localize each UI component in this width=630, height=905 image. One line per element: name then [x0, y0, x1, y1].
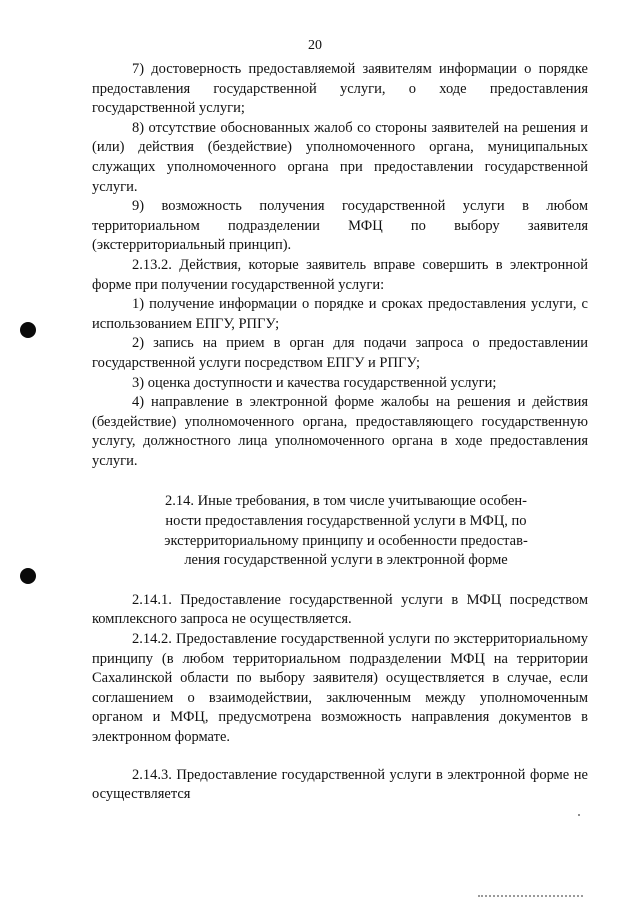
paragraph-action-1: 1) получение информации о порядке и сроках предоставления услуги, с использованием ЕПГУ, РПГУ; — [92, 296, 588, 332]
paragraph-item-7: 7) достоверность предоставляемой заявителям информации о порядке предоставления государственной услуги, о ходе предоставления государственной услуги; — [92, 61, 588, 117]
hole-punch-mark — [20, 322, 36, 338]
scan-edge-marks — [478, 895, 583, 897]
paragraph-2-13-2: 2.13.2. Действия, которые заявитель вправе совершить в электронной форме при получении государственной услуги: — [92, 256, 588, 293]
section-heading-line: экстерриториальному принципу и особенности предостав- — [164, 532, 528, 549]
paragraph-2-14-2: 2.14.2. Предоставление государственной услуги по экстерриториальному принципу (в любом территориальном подразделении МФЦ на территории Сахалинской области по выбору заявителя) осуществляется в случае, если соглашением о взаимодействии, заключенным между уполномоченным органом и МФЦ, предусмотрена возможность направления документов в электронном формате. — [92, 631, 588, 745]
paragraph-item-8: 8) отсутствие обоснованных жалоб со стороны заявителей на решения и (или) действия (бездействие) уполномоченного органа, муниципальных служащих уполномоченного органа при предоставлении государственной услуги. — [92, 119, 588, 195]
document-body — [92, 60, 588, 805]
paragraph-2-14-3: 2.14.3. Предоставление государственной услуги в электронной форме не осуществляется — [92, 766, 588, 803]
page-number: 20 — [308, 38, 322, 53]
paragraph-action-3: 3) оценка доступности и качества государственной услуги; — [132, 374, 497, 391]
paragraph-item-9: 9) возможность получения государственной услуги в любом территориальном подразделении МФЦ по выбору заявителя (экстерриториальный принцип). — [92, 198, 588, 254]
scan-speck — [578, 814, 580, 816]
paragraph-action-4: 4) направление в электронной форме жалобы на решения и действия (бездействие) уполномоченного органа, предоставляющего государственную услугу, должностного лица уполномоченного органа в ходе предоставления услуги. — [92, 394, 588, 469]
section-heading-line: ности предоставления государственной услуги в МФЦ, по — [165, 513, 527, 530]
paragraph-2-14-1: 2.14.1. Предоставление государственной услуги в МФЦ посредством комплексного запроса не осуществляется. — [92, 591, 588, 628]
paragraph-action-2: 2) запись на прием в орган для подачи запроса о предоставлении государственной услуги посредством ЕПГУ и РПГУ; — [92, 335, 588, 371]
section-heading-line: ления государственной услуги в электронной форме — [184, 552, 508, 569]
hole-punch-mark — [20, 568, 36, 584]
section-heading-2-14 — [92, 492, 588, 570]
paragraph-gap — [92, 748, 588, 766]
section-heading-line: 2.14. Иные требования, в том числе учитывающие особен- — [165, 493, 527, 510]
